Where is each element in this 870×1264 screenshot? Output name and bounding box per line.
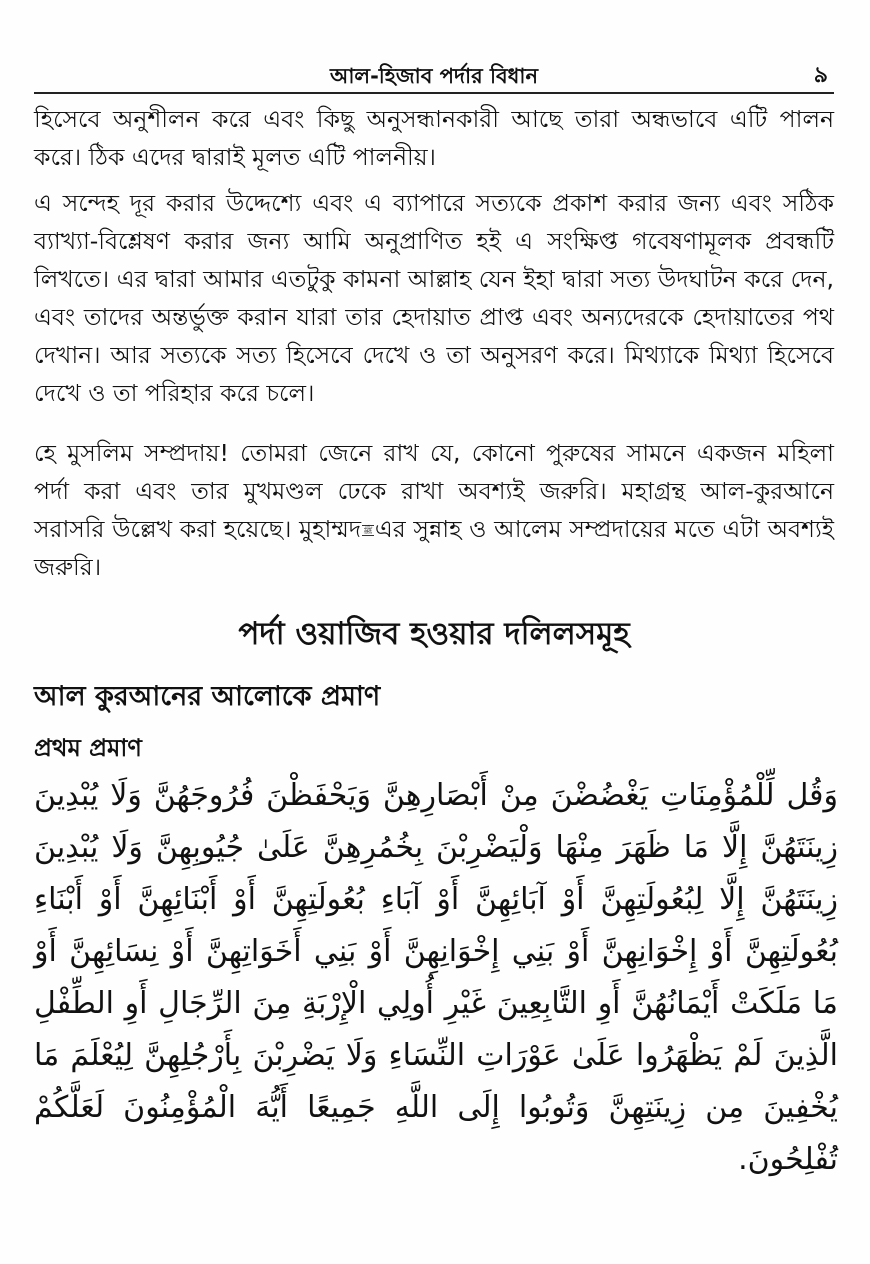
page-number: ৯	[813, 63, 828, 88]
proof-label: প্রথম প্রমাণ	[34, 734, 142, 762]
paragraph-address-end: এর সুন্নাহ ও আলেম সম্প্রদায়ের মতে এটা অবশ্যই জরুরি।	[34, 515, 834, 581]
running-title: আল-হিজাব পর্দার বিধান	[329, 64, 539, 88]
paragraph-address-start: হে মুসলিম সম্প্রদায়! তোমরা জেনে রাখ যে, কোনো পুরুষের সামনে একজন মহিলা পর্দা করা এবং তার মুখমণ্ডল ঢেকে রাখা অবশ্যই জরুরি। মহাগ্রন্থ আল-কুরআনে সরাসরি উল্লেখ করা হয়েছে। মুহাম্মদ	[34, 439, 834, 543]
section-heading: পর্দা ওয়াজিব হওয়ার দলিলসমূহ	[238, 616, 630, 652]
paragraph-continuation: হিসেবে অনুশীলন করে এবং কিছু অনুসন্ধানকারী আছে তারা অন্ধভাবে এটি পালন করে। ঠিক এদের দ্বারাই মূলত এটি পালনীয়।	[34, 105, 834, 171]
subheading: আল কুরআনের আলোকে প্রমাণ	[34, 681, 381, 712]
paragraph-address	[34, 434, 834, 586]
paragraph-purpose: এ সন্দেহ দূর করার উদ্দেশ্যে এবং এ ব্যাপারে সত্যকে প্রকাশ করার জন্য এবং সঠিক ব্যাখ্যা-বিশ্লেষণ করার জন্য আমি অনুপ্রাণিত হই এ সংক্ষিপ্ত গবেষণামূলক প্রবন্ধটি লিখতে। এর দ্বারা আমার এতটুকু কামনা আল্লাহ যেন ইহা দ্বারা সত্য উদঘাটন করে দেন, এবং তাদের অন্তর্ভুক্ত করান যারা তার হেদায়াত প্রাপ্ত এবং অন্যদেরকে হেদায়াতের পথ দেখান। আর সত্যকে সত্য হিসেবে দেখে ও তা অনুসরণ করে। মিথ্যাকে মিথ্যা হিসেবে দেখে ও তা পরিহার করে চলে।	[34, 189, 834, 407]
salutation-seal: ﷺ	[363, 526, 373, 535]
running-header	[34, 56, 834, 94]
arabic-verse: وَقُل لِّلْمُؤْمِنَاتِ يَغْضُضْنَ مِنْ أَبْصَارِهِنَّ وَيَحْفَظْنَ فُرُوجَهُنَّ وَلَا يُبْدِينَ زِينَتَهُنَّ إِلَّا مَا ظَهَرَ مِنْهَا وَلْيَضْرِبْنَ بِخُمُرِهِنَّ عَلَىٰ جُيُوبِهِنَّ وَلَا يُبْدِينَ زِينَتَهُنَّ إِلَّا لِبُعُولَتِهِنَّ أَوْ آبَائِهِنَّ أَوْ آبَاءِ بُعُولَتِهِنَّ أَوْ أَبْنَائِهِنَّ أَوْ أَبْنَاءِ بُعُولَتِهِنَّ أَوْ إِخْوَانِهِنَّ أَوْ بَنِي إِخْوَانِهِنَّ أَوْ بَنِي أَخَوَاتِهِنَّ أَوْ نِسَائِهِنَّ أَوْ مَا مَلَكَتْ أَيْمَانُهُنَّ أَوِ التَّابِعِينَ غَيْرِ أُولِي الْإِرْبَةِ مِنَ الرِّجَالِ أَوِ الطِّفْلِ الَّذِينَ لَمْ يَظْهَرُوا عَلَىٰ عَوْرَاتِ النِّسَاءِ وَلَا يَضْرِبْنَ بِأَرْجُلِهِنَّ لِيُعْلَمَ مَا يُخْفِينَ مِن زِينَتِهِنَّ وَتُوبُوا إِلَى اللَّهِ جَمِيعًا أَيُّهَ الْمُؤْمِنُونَ لَعَلَّكُمْ تُفْلِحُونَ.	[34, 778, 838, 1177]
